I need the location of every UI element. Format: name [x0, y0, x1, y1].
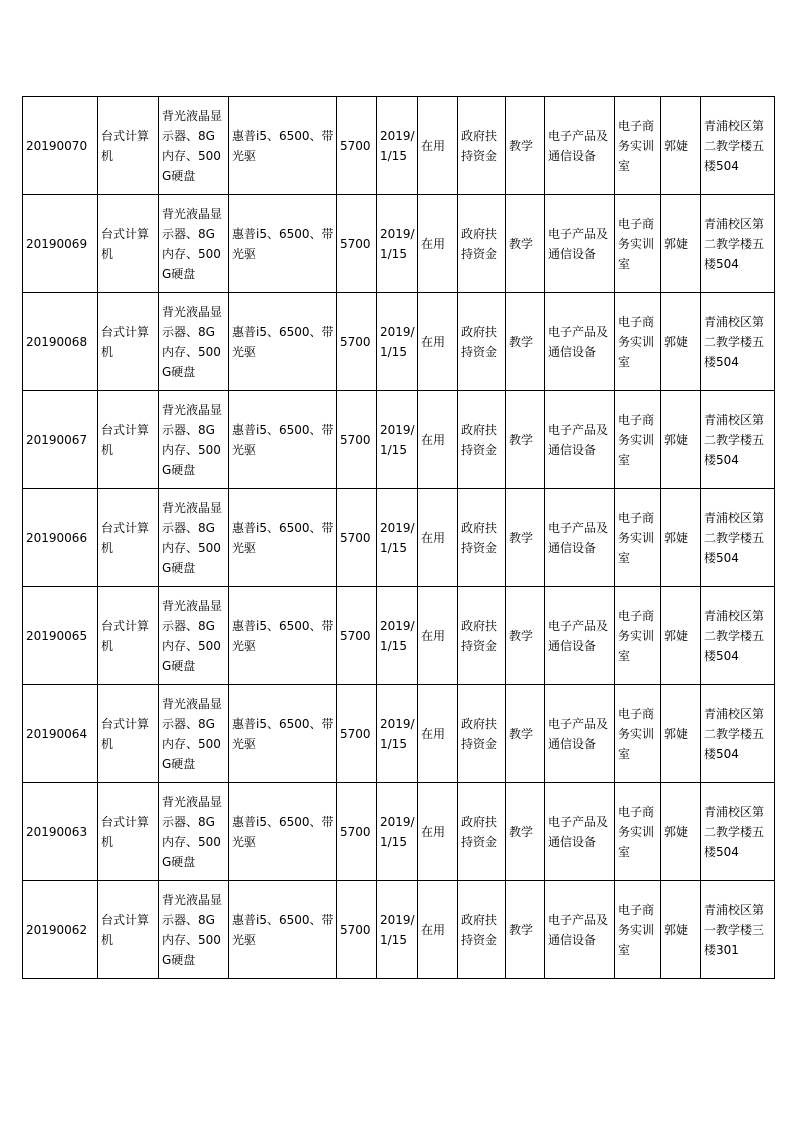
price-cell: 5700: [337, 489, 377, 587]
spec-cell: 背光液晶显示器、8G内存、500G硬盘: [159, 881, 229, 979]
model-cell: 惠普i5、6500、带光驱: [229, 783, 337, 881]
category-cell: 电子产品及通信设备: [545, 391, 615, 489]
asset-name-cell: 台式计算机: [98, 195, 159, 293]
model-cell: 惠普i5、6500、带光驱: [229, 587, 337, 685]
room-cell: 电子商务实训室: [615, 587, 661, 685]
location-cell: 青浦校区第二教学楼五楼504: [701, 783, 775, 881]
status-cell: 在用: [418, 489, 458, 587]
category-cell: 电子产品及通信设备: [545, 195, 615, 293]
room-cell: 电子商务实训室: [615, 685, 661, 783]
asset-id-cell: 20190064: [23, 685, 98, 783]
table-row: [23, 293, 775, 391]
fund-source-cell: 政府扶持资金: [458, 293, 506, 391]
usage-cell: 教学: [506, 685, 545, 783]
asset-id-cell: 20190066: [23, 489, 98, 587]
status-cell: 在用: [418, 685, 458, 783]
room-cell: 电子商务实训室: [615, 391, 661, 489]
room-cell: 电子商务实训室: [615, 293, 661, 391]
usage-cell: 教学: [506, 783, 545, 881]
fund-source-cell: 政府扶持资金: [458, 391, 506, 489]
category-cell: 电子产品及通信设备: [545, 97, 615, 195]
fund-source-cell: 政府扶持资金: [458, 489, 506, 587]
purchase-date-cell: 2019/1/15: [377, 195, 418, 293]
asset-name-cell: 台式计算机: [98, 97, 159, 195]
spec-cell: 背光液晶显示器、8G内存、500G硬盘: [159, 391, 229, 489]
room-cell: 电子商务实训室: [615, 881, 661, 979]
price-cell: 5700: [337, 685, 377, 783]
usage-cell: 教学: [506, 195, 545, 293]
fund-source-cell: 政府扶持资金: [458, 97, 506, 195]
purchase-date-cell: 2019/1/15: [377, 97, 418, 195]
price-cell: 5700: [337, 881, 377, 979]
keeper-cell: 郭婕: [661, 489, 701, 587]
location-cell: 青浦校区第二教学楼五楼504: [701, 293, 775, 391]
location-cell: 青浦校区第二教学楼五楼504: [701, 587, 775, 685]
asset-name-cell: 台式计算机: [98, 685, 159, 783]
table-row: [23, 97, 775, 195]
model-cell: 惠普i5、6500、带光驱: [229, 97, 337, 195]
status-cell: 在用: [418, 783, 458, 881]
table-row: [23, 685, 775, 783]
keeper-cell: 郭婕: [661, 97, 701, 195]
usage-cell: 教学: [506, 489, 545, 587]
price-cell: 5700: [337, 195, 377, 293]
asset-table: [22, 96, 775, 979]
price-cell: 5700: [337, 783, 377, 881]
usage-cell: 教学: [506, 293, 545, 391]
table-row: [23, 489, 775, 587]
location-cell: 青浦校区第二教学楼五楼504: [701, 489, 775, 587]
keeper-cell: 郭婕: [661, 783, 701, 881]
spec-cell: 背光液晶显示器、8G内存、500G硬盘: [159, 587, 229, 685]
spec-cell: 背光液晶显示器、8G内存、500G硬盘: [159, 783, 229, 881]
fund-source-cell: 政府扶持资金: [458, 881, 506, 979]
keeper-cell: 郭婕: [661, 293, 701, 391]
room-cell: 电子商务实训室: [615, 97, 661, 195]
table-row: [23, 391, 775, 489]
asset-id-cell: 20190069: [23, 195, 98, 293]
status-cell: 在用: [418, 587, 458, 685]
purchase-date-cell: 2019/1/15: [377, 587, 418, 685]
location-cell: 青浦校区第二教学楼五楼504: [701, 391, 775, 489]
purchase-date-cell: 2019/1/15: [377, 391, 418, 489]
status-cell: 在用: [418, 97, 458, 195]
purchase-date-cell: 2019/1/15: [377, 489, 418, 587]
location-cell: 青浦校区第二教学楼五楼504: [701, 685, 775, 783]
category-cell: 电子产品及通信设备: [545, 881, 615, 979]
table-row: [23, 587, 775, 685]
category-cell: 电子产品及通信设备: [545, 587, 615, 685]
status-cell: 在用: [418, 293, 458, 391]
spec-cell: 背光液晶显示器、8G内存、500G硬盘: [159, 195, 229, 293]
model-cell: 惠普i5、6500、带光驱: [229, 293, 337, 391]
asset-name-cell: 台式计算机: [98, 293, 159, 391]
purchase-date-cell: 2019/1/15: [377, 881, 418, 979]
asset-id-cell: 20190068: [23, 293, 98, 391]
purchase-date-cell: 2019/1/15: [377, 293, 418, 391]
keeper-cell: 郭婕: [661, 685, 701, 783]
asset-name-cell: 台式计算机: [98, 391, 159, 489]
asset-id-cell: 20190062: [23, 881, 98, 979]
table-row: [23, 881, 775, 979]
fund-source-cell: 政府扶持资金: [458, 783, 506, 881]
asset-name-cell: 台式计算机: [98, 489, 159, 587]
table-body: [23, 97, 775, 979]
usage-cell: 教学: [506, 97, 545, 195]
category-cell: 电子产品及通信设备: [545, 783, 615, 881]
asset-name-cell: 台式计算机: [98, 881, 159, 979]
price-cell: 5700: [337, 293, 377, 391]
purchase-date-cell: 2019/1/15: [377, 685, 418, 783]
usage-cell: 教学: [506, 881, 545, 979]
status-cell: 在用: [418, 881, 458, 979]
spec-cell: 背光液晶显示器、8G内存、500G硬盘: [159, 489, 229, 587]
keeper-cell: 郭婕: [661, 587, 701, 685]
keeper-cell: 郭婕: [661, 391, 701, 489]
asset-id-cell: 20190065: [23, 587, 98, 685]
asset-id-cell: 20190070: [23, 97, 98, 195]
purchase-date-cell: 2019/1/15: [377, 783, 418, 881]
room-cell: 电子商务实训室: [615, 489, 661, 587]
keeper-cell: 郭婕: [661, 881, 701, 979]
location-cell: 青浦校区第一教学楼三楼301: [701, 881, 775, 979]
spec-cell: 背光液晶显示器、8G内存、500G硬盘: [159, 685, 229, 783]
model-cell: 惠普i5、6500、带光驱: [229, 881, 337, 979]
price-cell: 5700: [337, 97, 377, 195]
asset-id-cell: 20190067: [23, 391, 98, 489]
model-cell: 惠普i5、6500、带光驱: [229, 489, 337, 587]
price-cell: 5700: [337, 391, 377, 489]
spec-cell: 背光液晶显示器、8G内存、500G硬盘: [159, 97, 229, 195]
keeper-cell: 郭婕: [661, 195, 701, 293]
table-row: [23, 195, 775, 293]
location-cell: 青浦校区第二教学楼五楼504: [701, 97, 775, 195]
category-cell: 电子产品及通信设备: [545, 293, 615, 391]
fund-source-cell: 政府扶持资金: [458, 587, 506, 685]
asset-id-cell: 20190063: [23, 783, 98, 881]
model-cell: 惠普i5、6500、带光驱: [229, 391, 337, 489]
status-cell: 在用: [418, 391, 458, 489]
asset-name-cell: 台式计算机: [98, 783, 159, 881]
category-cell: 电子产品及通信设备: [545, 489, 615, 587]
location-cell: 青浦校区第二教学楼五楼504: [701, 195, 775, 293]
asset-name-cell: 台式计算机: [98, 587, 159, 685]
category-cell: 电子产品及通信设备: [545, 685, 615, 783]
room-cell: 电子商务实训室: [615, 195, 661, 293]
fund-source-cell: 政府扶持资金: [458, 685, 506, 783]
price-cell: 5700: [337, 587, 377, 685]
fund-source-cell: 政府扶持资金: [458, 195, 506, 293]
usage-cell: 教学: [506, 391, 545, 489]
spec-cell: 背光液晶显示器、8G内存、500G硬盘: [159, 293, 229, 391]
model-cell: 惠普i5、6500、带光驱: [229, 685, 337, 783]
room-cell: 电子商务实训室: [615, 783, 661, 881]
table-row: [23, 783, 775, 881]
status-cell: 在用: [418, 195, 458, 293]
usage-cell: 教学: [506, 587, 545, 685]
model-cell: 惠普i5、6500、带光驱: [229, 195, 337, 293]
